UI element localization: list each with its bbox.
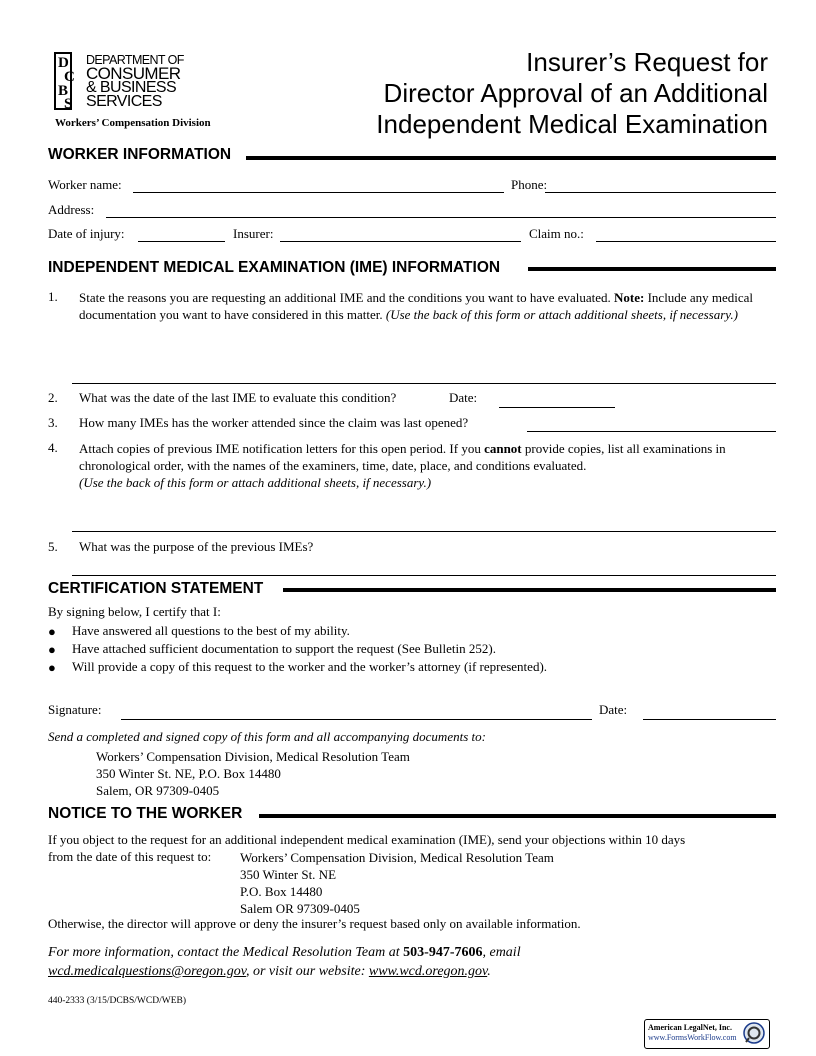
badge-company: American LegalNet, Inc. bbox=[648, 1023, 732, 1032]
signature-field[interactable] bbox=[121, 719, 592, 720]
form-title: Insurer’s Request for Director Approval of an Additional Independent Medical Examination bbox=[376, 47, 768, 139]
q5-answer-line[interactable] bbox=[72, 575, 776, 576]
worker-name-field[interactable] bbox=[133, 192, 504, 193]
bullet-icon: ● bbox=[48, 642, 56, 657]
notice-otherwise: Otherwise, the director will approve or deny the insurer’s request based only on available information. bbox=[48, 916, 581, 931]
certification-item: Have attached sufficient documentation to support the request (See Bulletin 252). bbox=[72, 641, 496, 656]
svg-text:B: B bbox=[58, 83, 69, 99]
globe-icon bbox=[743, 1022, 765, 1044]
certification-intro: By signing below, I certify that I: bbox=[48, 604, 221, 619]
q2-number: 2. bbox=[48, 390, 58, 405]
notice-address: Workers’ Compensation Division, Medical Resolution Team 350 Winter St. NE P.O. Box 14480 Salem OR 97309-0405 bbox=[240, 850, 554, 916]
legalnet-badge[interactable] bbox=[644, 1019, 770, 1049]
q1-number: 1. bbox=[48, 289, 58, 304]
q4-text: Attach copies of previous IME notification letters for this open period. If you cannot provide copies, list all examinations in chronological order, with the names of the examiners, time, date, place, and conditions evaluated. (Use the back of this form or attach additional sheets, if necessary.) bbox=[79, 441, 726, 490]
agency-name: DEPARTMENT OF CONSUMER & BUSINESS SERVICES bbox=[86, 53, 184, 110]
q4-answer-line[interactable] bbox=[72, 531, 776, 532]
signature-date-label: Date: bbox=[599, 702, 628, 717]
address-field[interactable] bbox=[106, 217, 776, 218]
q2-date-label: Date: bbox=[449, 390, 478, 405]
q1-answer-line[interactable] bbox=[72, 383, 776, 384]
svg-text:C: C bbox=[64, 69, 75, 85]
ime-info-heading: INDEPENDENT MEDICAL EXAMINATION (IME) INFORMATION bbox=[48, 259, 501, 276]
section-rule bbox=[283, 588, 776, 592]
certification-heading: CERTIFICATION STATEMENT bbox=[48, 580, 264, 597]
q3-text: How many IMEs has the worker attended since the claim was last opened? bbox=[79, 415, 469, 430]
address-label: Address: bbox=[48, 202, 95, 217]
q3-answer-field[interactable] bbox=[527, 431, 776, 432]
q5-text: What was the purpose of the previous IMEs? bbox=[79, 539, 314, 554]
worker-info-heading: WORKER INFORMATION bbox=[48, 146, 232, 163]
q1-text: State the reasons you are requesting an additional IME and the conditions you want to have evaluated. Note: Include any medical documentation you want to have considered in this matter. (Use the back of this form or attach additional sheets, if necessary.) bbox=[79, 290, 753, 322]
website-link[interactable]: www.wcd.oregon.gov bbox=[368, 964, 488, 979]
date-of-injury-field[interactable] bbox=[138, 241, 225, 242]
q2-text: What was the date of the last IME to evaluate this condition? bbox=[79, 390, 397, 405]
insurer-label: Insurer: bbox=[233, 226, 274, 241]
svg-text:S: S bbox=[64, 96, 73, 110]
badge-url: www.FormsWorkFlow.com bbox=[648, 1033, 737, 1042]
dcbs-logo-emblem bbox=[54, 52, 84, 110]
send-to-instruction: Send a completed and signed copy of this form and all accompanying documents to: bbox=[48, 729, 486, 744]
q2-date-field[interactable] bbox=[499, 407, 615, 408]
q3-number: 3. bbox=[48, 415, 58, 430]
date-of-injury-label: Date of injury: bbox=[48, 226, 125, 241]
notice-text: If you object to the request for an additional independent medical examination (IME), send your objections within 10 days bbox=[48, 832, 686, 847]
q4-number: 4. bbox=[48, 440, 58, 455]
bullet-icon: ● bbox=[48, 624, 56, 639]
notice-text-continued: from the date of this request to: bbox=[48, 849, 212, 864]
phone-number: 503-947-7606 bbox=[403, 945, 483, 960]
worker-name-label: Worker name: bbox=[48, 177, 122, 192]
bullet-icon: ● bbox=[48, 660, 56, 675]
section-rule bbox=[528, 267, 776, 271]
svg-text:D: D bbox=[58, 55, 69, 71]
notice-heading: NOTICE TO THE WORKER bbox=[48, 805, 243, 822]
q5-number: 5. bbox=[48, 539, 58, 554]
claim-no-field[interactable] bbox=[596, 241, 776, 242]
insurer-field[interactable] bbox=[280, 241, 521, 242]
mailing-address: Workers’ Compensation Division, Medical Resolution Team 350 Winter St. NE, P.O. Box 14480 Salem, OR 97309-0405 bbox=[96, 749, 410, 798]
phone-label: Phone: bbox=[511, 177, 548, 192]
certification-item: Will provide a copy of this request to the worker and the worker’s attorney (if represented). bbox=[72, 659, 548, 674]
signature-date-field[interactable] bbox=[643, 719, 776, 720]
division-name: Workers’ Compensation Division bbox=[55, 117, 211, 129]
signature-label: Signature: bbox=[48, 702, 102, 717]
section-rule bbox=[259, 814, 776, 818]
section-rule bbox=[246, 156, 776, 160]
form-number: 440-2333 (3/15/DCBS/WCD/WEB) bbox=[48, 996, 187, 1006]
email-link[interactable]: wcd.medicalquestions@oregon.gov bbox=[48, 964, 246, 979]
claim-no-label: Claim no.: bbox=[529, 226, 584, 241]
certification-item: Have answered all questions to the best of my ability. bbox=[72, 623, 350, 638]
phone-field[interactable] bbox=[545, 192, 776, 193]
more-info: For more information, contact the Medical Resolution Team at 503-947-7606, email wcd.medicalquestions@oregon.gov, or visit our website: www.wcd.oregon.gov. bbox=[48, 945, 521, 979]
